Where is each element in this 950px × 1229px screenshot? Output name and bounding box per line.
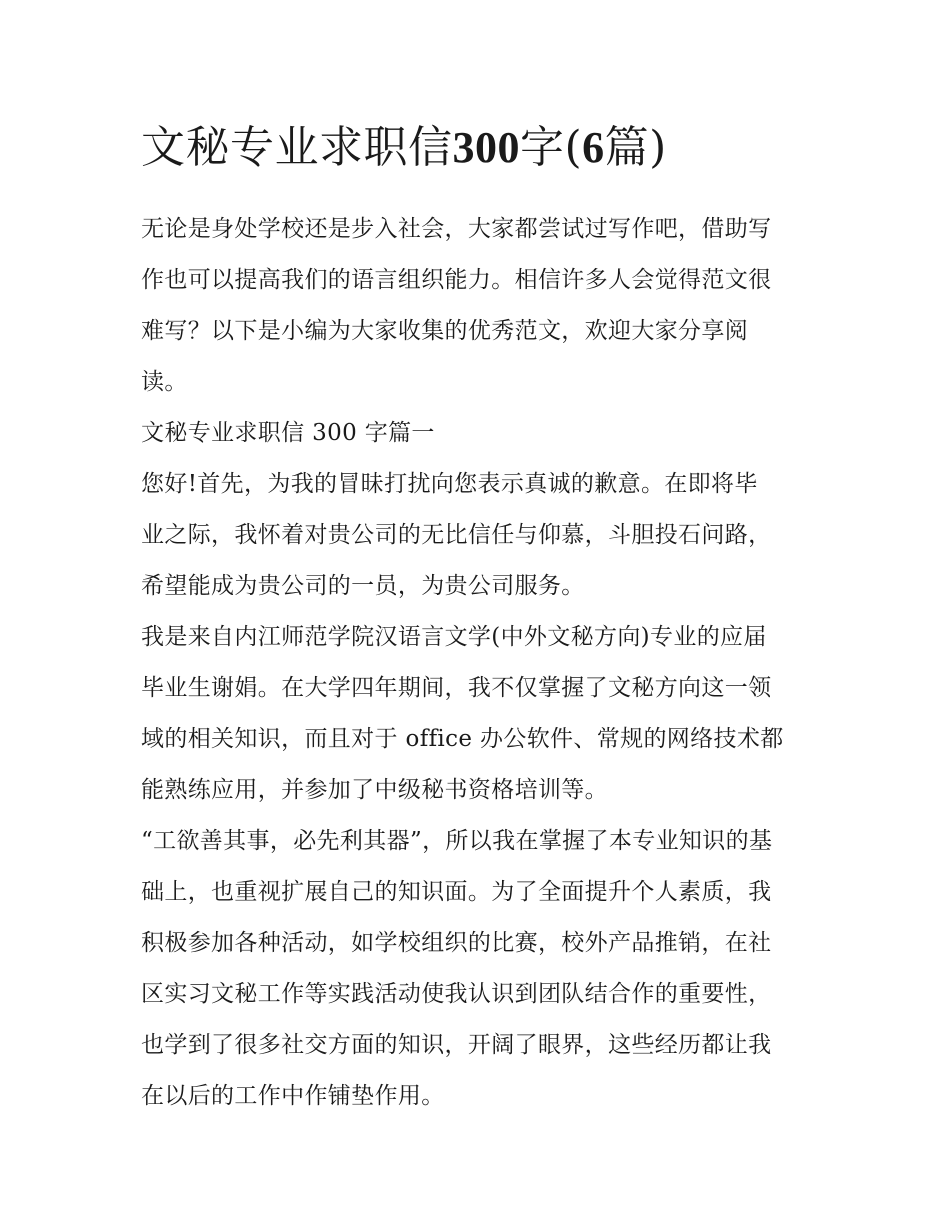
text-line: 能熟练应用，并参加了中级秘书资格培训等。 xyxy=(141,777,608,803)
title-count: 6 xyxy=(582,123,605,172)
text-line: 无论是身处学校还是步入社会，大家都尝试过写作吧，借助写 xyxy=(141,216,772,242)
title-suffix: 篇) xyxy=(604,122,667,173)
title-unit: 字( xyxy=(520,122,583,173)
text-line: “工欲善其事，必先利其器”，所以我在掌握了本专业知识的基 xyxy=(141,828,773,854)
title-number: 300 xyxy=(452,123,520,172)
text-line: 读。 xyxy=(141,369,188,395)
text-line: 域的相关知识，而且对于 office 办公软件、常规的网络技术都 xyxy=(141,726,784,752)
text-line: 础上，也重视扩展自己的知识面。为了全面提升个人素质，我 xyxy=(141,879,772,905)
section-heading: 文秘专业求职信 300 字篇一 xyxy=(141,420,435,446)
text-line: 积极参加各种活动，如学校组织的比赛，校外产品推销，在社 xyxy=(141,930,772,956)
text-line: 难写？以下是小编为大家收集的优秀范文，欢迎大家分享阅 xyxy=(141,318,749,344)
text-line: 也学到了很多社交方面的知识，开阔了眼界，这些经历都让我 xyxy=(141,1032,772,1058)
text-line: 区实习文秘工作等实践活动使我认识到团队结合作的重要性， xyxy=(141,981,772,1007)
document-body xyxy=(141,118,813,1122)
text-lines xyxy=(141,204,813,1122)
text-line: 在以后的工作中作铺垫作用。 xyxy=(141,1083,445,1109)
text-line: 您好!首先，为我的冒昧打扰向您表示真诚的歉意。在即将毕 xyxy=(141,471,758,497)
text-line: 希望能成为贵公司的一员，为贵公司服务。 xyxy=(141,573,585,599)
text-line: 作也可以提高我们的语言组织能力。相信许多人会觉得范文很 xyxy=(141,267,772,293)
text-line: 我是来自内江师范学院汉语言文学(中外文秘方向)专业的应届 xyxy=(141,624,767,650)
title-text: 文秘专业求职信 xyxy=(141,122,453,173)
text-line: 业之际，我怀着对贵公司的无比信任与仰慕，斗胆投石问路， xyxy=(141,522,772,548)
text-line: 毕业生谢娟。在大学四年期间，我不仅掌握了文秘方向这一领 xyxy=(141,675,772,701)
page-title xyxy=(141,118,813,178)
